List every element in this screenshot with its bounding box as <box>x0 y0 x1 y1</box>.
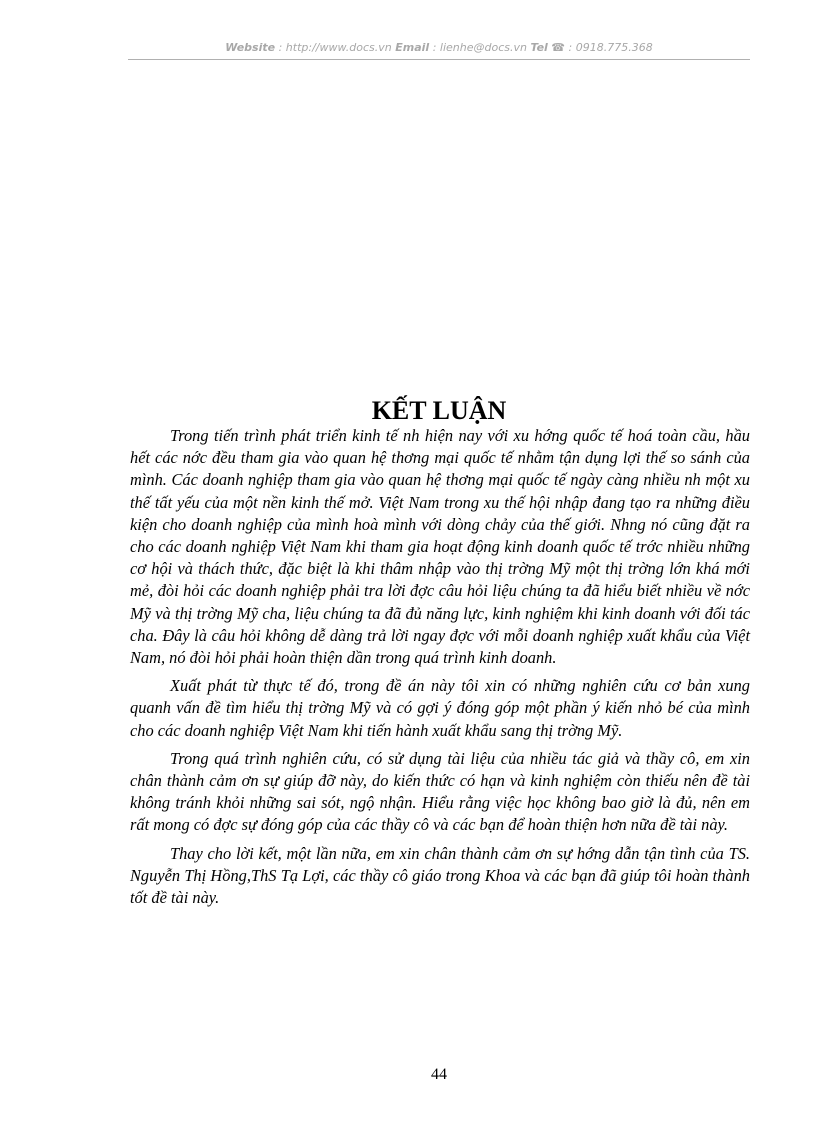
paragraph: Xuất phát từ thực tế đó, trong đề án này tôi xin có những nghiên cứu cơ bản xung quanh vấn đề tìm hiểu thị trờng Mỹ và có gợi ý đóng góp một phần ý kiến nhỏ bé của mình cho các doanh nghiệp Việt Nam khi tiến hành xuất khẩu sang thị trờng Mỹ. <box>130 676 750 740</box>
tel-value: ☎ : 0918.775.368 <box>547 41 653 54</box>
header-divider <box>128 59 750 60</box>
paragraph: Trong quá trình nghiên cứu, có sử dụng tài liệu của nhiều tác giả và thầy cô, em xin chân thành cảm ơn sự giúp đỡ này, do kiến thức có hạn và kinh nghiệm còn thiếu nên đề tài không tránh khỏi những sai sót, ngộ nhận. Hiểu rằng việc học không bao giờ là đủ, nên em rất mong có đợc sự đóng góp của các thầy cô và các bạn để hoàn thiện hơn nữa đề tài này. <box>130 748 750 835</box>
website-label: Website <box>225 41 276 54</box>
email-value: : lienhe@docs.vn <box>429 41 531 54</box>
body-text <box>130 425 750 915</box>
email-label: Email <box>395 41 430 54</box>
paragraph: Trong tiến trình phát triển kinh tế nh hiện nay với xu hớng quốc tế hoá toàn cầu, hầu hết các nớc đều tham gia vào quan hệ thơng mại quốc tế nhằm tận dụng lợi thế so sánh của mình. Các doanh nghiệp tham gia vào quan hệ thơng mại quốc tế ngày càng nhiều nh một xu thế tất yếu của một nền kinh thế mở. Việt Nam trong xu thế hội nhập đang tạo ra những điều kiện cho doanh nghiệp của mình hoà mình với dòng chảy của thế giới. Nhng nó cũng đặt ra cho các doanh nghiệp Việt Nam khi tham gia hoạt động kinh doanh quốc tế trớc nhiều những cơ hội và thách thức, đặc biệt là khi thâm nhập vào thị trờng Mỹ một thị trờng lớn khá mới mẻ, đòi hỏi các doanh nghiệp phải tra lời đợc câu hỏi liệu chúng ta đã hiểu biết nhiều về nớc Mỹ và thị trờng Mỹ cha, liệu chúng ta đã đủ năng lực, kinh nghiệm khi kinh doanh với đối tác cha. Đây là câu hỏi không dễ dàng trả lời ngay đợc với mỗi doanh nghiệp xuất khẩu của Việt Nam, nó đòi hỏi phải hoàn thiện dần trong quá trình kinh doanh. <box>130 426 750 668</box>
page-number: 44 <box>431 1066 447 1083</box>
page-header <box>128 41 750 54</box>
paragraph: Thay cho lời kết, một lần nữa, em xin chân thành cảm ơn sự hớng dẫn tận tình của TS. Nguyễn Thị Hồng,ThS Tạ Lợi, các thầy cô giáo trong Khoa và các bạn đã giúp tôi hoàn thành tốt đề tài này. <box>130 843 750 908</box>
page-title: KẾT LUẬN <box>371 396 507 425</box>
tel-label: Tel <box>530 41 548 54</box>
website-value: : http://www.docs.vn <box>275 41 396 54</box>
